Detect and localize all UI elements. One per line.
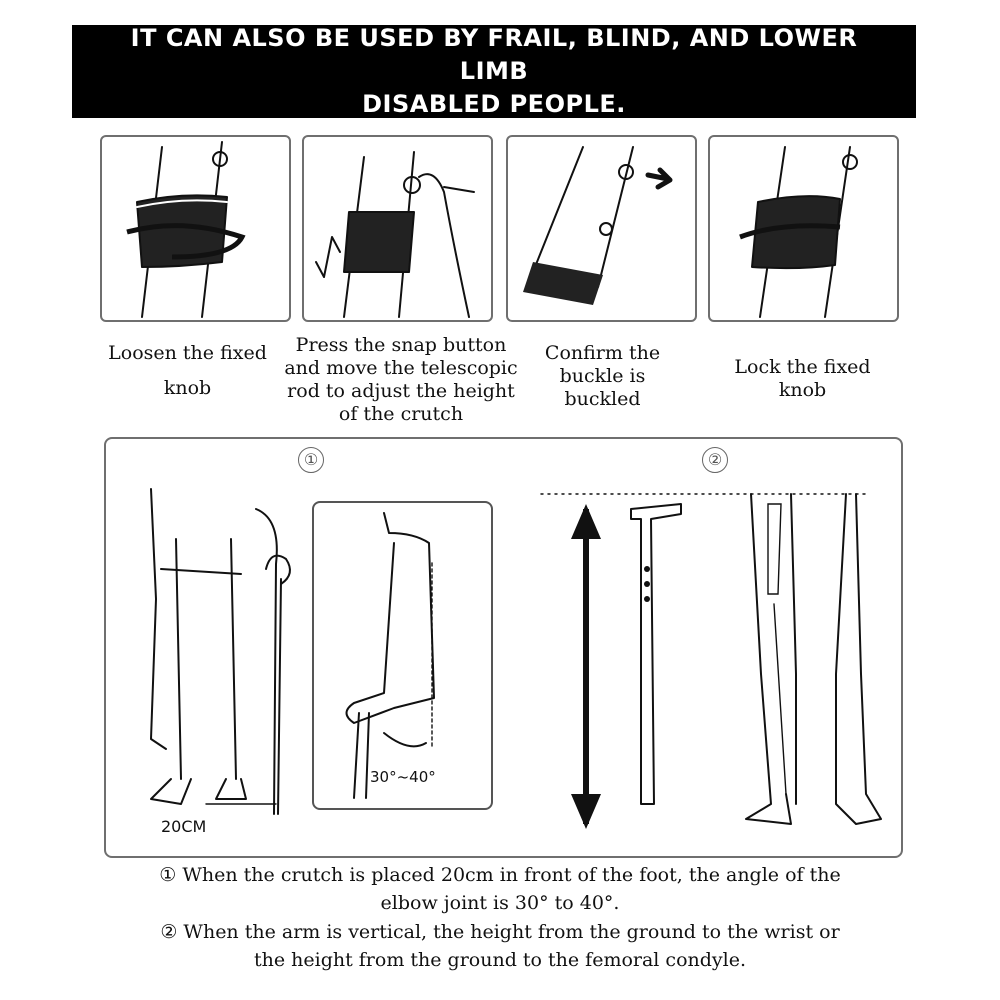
step-panel-loosen [100,135,291,322]
note-marker: ② [160,921,178,943]
distance-label: 20CM [161,817,207,836]
step-caption-press [276,334,526,426]
note-marker: ① [159,864,177,886]
lock-knob-illustration [710,137,897,320]
step-caption-line: and move the telescopic [284,357,518,379]
step-caption-line: buckle is [559,365,646,387]
up-down-arrow-icon [316,237,340,277]
step-caption-loosen [100,342,275,400]
press-button-illustration [304,137,491,320]
press-arrow-icon [444,187,474,192]
step-caption-line: knob [163,377,212,399]
confirm-buckle-illustration [508,137,695,320]
angle-arrow-icon [384,733,426,746]
banner-line-1: IT CAN ALSO BE USED BY FRAIL, BLIND, AND LOWER LIMB [130,24,858,85]
step-panel-confirm [506,135,697,322]
step-caption-confirm [515,342,690,411]
note-one [40,861,960,917]
angle-label: 30°~40° [370,768,436,786]
step-panel-press [302,135,493,322]
step-caption-line: buckled [564,388,641,410]
step-caption-line: Loosen the fixed [108,342,267,364]
note-text: When the crutch is placed 20cm in front of the foot, the angle of the [182,864,841,886]
loosen-knob-illustration [102,137,289,320]
step-caption-line: knob [778,379,827,401]
note-text: elbow joint is 30° to 40°. [380,892,620,914]
step-caption-line: of the crutch [338,403,464,425]
step-caption-line: rod to adjust the height [287,380,515,402]
marker-one: ① [298,447,324,473]
step-panel-lock [708,135,899,322]
banner-title [94,22,894,121]
height-measure-illustration [536,474,896,854]
note-text: When the arm is vertical, the height from the ground to the wrist or [183,921,840,943]
note-text: the height from the ground to the femoral condyle. [253,949,746,971]
step-caption-line: Confirm the [544,342,661,364]
note-two [40,918,960,974]
step-caption-line: Press the snap button [295,334,507,356]
header-banner [72,25,916,118]
right-arrow-icon [648,170,670,187]
step-caption-lock [710,356,895,402]
banner-line-2: DISABLED PEOPLE. [362,90,626,118]
elbow-angle-callout [312,501,493,810]
step-caption-line: Lock the fixed [734,356,871,378]
arm-angle-illustration [314,503,491,808]
standing-person-illustration [136,479,336,859]
marker-two: ② [702,447,728,473]
usage-diagram-panel [104,437,903,858]
